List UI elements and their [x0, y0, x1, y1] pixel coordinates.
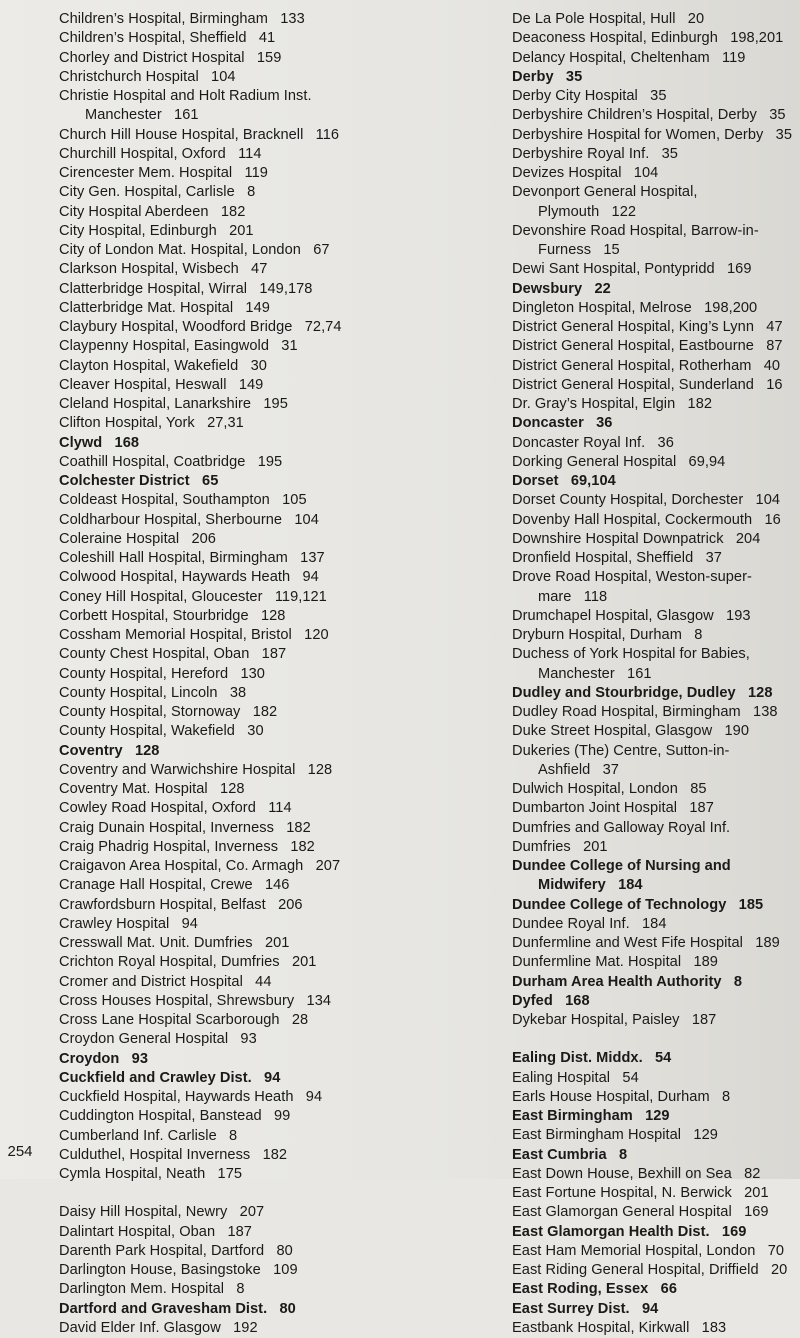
section-gap [512, 1030, 798, 1049]
index-entry: Cowley Road Hospital, Oxford 114 [59, 800, 292, 817]
index-entry: Dorking General Hospital 69,94 [512, 453, 726, 470]
index-entry: Cuckfield Hospital, Haywards Heath 94 [59, 1089, 323, 1105]
index-entry: City Gen. Hospital, Carlisle 8 [59, 184, 256, 201]
index-entry: District General Hospital, Eastbourne 87 [512, 338, 783, 355]
index-heading: East Roding, Essex 66 [512, 1281, 677, 1298]
index-entry: Children’s Hospital, Sheffield 41 [59, 30, 276, 47]
index-entry: Christie Hospital and Holt Radium Inst. [59, 88, 312, 104]
index-heading: Durham Area Health Authority 8 [512, 973, 743, 990]
index-entry: Coathill Hospital, Coatbridge 195 [59, 453, 283, 470]
index-entry: Clarkson Hospital, Wisbech 47 [59, 261, 268, 278]
index-entry: Christchurch Hospital 104 [59, 68, 236, 85]
index-entry: Clayton Hospital, Wakefield 30 [59, 357, 267, 374]
index-entry: Drove Road Hospital, Weston-super- [512, 569, 752, 586]
index-entry: Dronfield Hospital, Sheffield 37 [512, 550, 722, 566]
index-entry: Coney Hill Hospital, Gloucester 119,121 [59, 588, 327, 605]
index-heading: Dewsbury 22 [512, 280, 611, 297]
index-entry: Cranage Hall Hospital, Crewe 146 [59, 877, 290, 894]
index-entry: Manchester 161 [85, 107, 199, 124]
index-heading: Derby 35 [512, 68, 583, 85]
index-entry: County Hospital, Lincoln 38 [59, 684, 247, 701]
index-entry: Coldeast Hospital, Southampton 105 [59, 492, 307, 509]
index-entry: Cumberland Inf. Carlisle 8 [59, 1127, 238, 1144]
index-entry: Craig Phadrig Hospital, Inverness 182 [59, 838, 315, 855]
index-heading: Dyfed 168 [512, 992, 590, 1009]
index-entry: Cromer and District Hospital 44 [59, 973, 272, 990]
index-entry: Clifton Hospital, York 27,31 [59, 415, 244, 432]
index-entry: Eastbank Hospital, Kirkwall 183 [512, 1319, 727, 1336]
index-entry: Earls House Hospital, Durham 8 [512, 1088, 731, 1105]
index-entry: Croydon General Hospital 93 [59, 1031, 257, 1048]
index-entry: Claypenny Hospital, Easingwold 31 [59, 338, 298, 355]
index-entry: Dalintart Hospital, Oban 187 [59, 1223, 252, 1240]
index-entry: Drumchapel Hospital, Glasgow 193 [512, 607, 751, 624]
index-entry: Delancy Hospital, Cheltenham 119 [512, 49, 746, 66]
index-entry: Coldharbour Hospital, Sherbourne 104 [59, 511, 319, 528]
index-heading: Cuckfield and Crawley Dist. 94 [59, 1069, 281, 1086]
index-entry: Cross Lane Hospital Scarborough 28 [59, 1012, 309, 1028]
index-entry: Duchess of York Hospital for Babies, [512, 646, 750, 663]
index-entry: De La Pole Hospital, Hull 20 [512, 11, 705, 27]
index-entry: Dukeries (The) Centre, Sutton-in- [512, 742, 730, 759]
index-entry: East Ham Memorial Hospital, London 70 [512, 1242, 785, 1259]
index-heading: Dundee College of Nursing and [512, 858, 731, 874]
index-entry: Plymouth 122 [538, 203, 637, 220]
index-entry: Cirencester Mem. Hospital 119 [59, 165, 268, 181]
index-entry: Dumfries 201 [512, 838, 608, 855]
index-entry: Dumbarton Joint Hospital 187 [512, 800, 714, 817]
index-entry: Crawley Hospital 94 [59, 915, 198, 932]
index-entry: Children’s Hospital, Birmingham 133 [59, 11, 305, 27]
index-entry: City Hospital, Edinburgh 201 [59, 222, 254, 239]
index-entry: District General Hospital, Rotherham 40 [512, 357, 781, 374]
index-entry: Derbyshire Hospital for Women, Derby 35 [512, 126, 792, 143]
index-entry: Ealing Hospital 54 [512, 1069, 639, 1086]
index-entry: Doncaster Royal Inf. 36 [512, 434, 674, 451]
index-entry: Furness 15 [538, 242, 620, 258]
index-entry: Ashfield 37 [538, 761, 619, 778]
index-entry: Crichton Royal Hospital, Dumfries 201 [59, 954, 317, 971]
index-entry: East Glamorgan General Hospital 169 [512, 1204, 769, 1221]
index-heading: Colchester District 65 [59, 473, 219, 489]
index-heading: Dudley and Stourbridge, Dudley 128 [512, 684, 773, 701]
index-entry: Manchester 161 [538, 665, 652, 682]
index-entry: Dundee Royal Inf. 184 [512, 915, 667, 932]
index-entry: Dunfermline and West Fife Hospital 189 [512, 935, 780, 951]
index-entry: Devonshire Road Hospital, Barrow-in- [512, 222, 759, 239]
index-entry: Cleaver Hospital, Heswall 149 [59, 376, 264, 393]
index-heading: East Birmingham 129 [512, 1108, 670, 1124]
index-entry: Dr. Gray’s Hospital, Elgin 182 [512, 396, 713, 412]
index-heading: Dundee College of Technology 185 [512, 896, 764, 913]
index-entry: Dovenby Hall Hospital, Cockermouth 16 [512, 511, 781, 528]
index-entry: mare 118 [538, 588, 608, 605]
index-entry: Derby City Hospital 35 [512, 88, 667, 104]
index-entry: Chorley and District Hospital 159 [59, 49, 282, 66]
index-entry: Claybury Hospital, Woodford Bridge 72,74 [59, 319, 342, 335]
index-entry: Coventry Mat. Hospital 128 [59, 781, 245, 797]
index-heading: Dorset 69,104 [512, 473, 616, 489]
index-entry: Darlington Mem. Hospital 8 [59, 1281, 245, 1298]
index-heading: Ealing Dist. Middx. 54 [512, 1050, 672, 1067]
index-heading: East Surrey Dist. 94 [512, 1300, 659, 1317]
index-entry: Coventry and Warwichshire Hospital 128 [59, 761, 333, 778]
index-entry: Downshire Hospital Downpatrick 204 [512, 530, 761, 547]
index-entry: Daisy Hill Hospital, Newry 207 [59, 1204, 265, 1221]
index-entry: Corbett Hospital, Stourbridge 128 [59, 607, 286, 624]
index-entry: Coleraine Hospital 206 [59, 530, 216, 547]
index-entry: Dewi Sant Hospital, Pontypridd 169 [512, 261, 752, 278]
section-gap [59, 1184, 499, 1203]
index-entry: Dudley Road Hospital, Birmingham 138 [512, 704, 778, 720]
index-heading: East Cumbria 8 [512, 1146, 628, 1163]
index-entry: East Fortune Hospital, N. Berwick 201 [512, 1185, 769, 1201]
index-entry: Devizes Hospital 104 [512, 165, 659, 181]
index-heading: Doncaster 36 [512, 415, 613, 432]
index-entry: Cresswall Mat. Unit. Dumfries 201 [59, 935, 290, 951]
index-entry: County Hospital, Hereford 130 [59, 665, 265, 682]
index-entry: Devonport General Hospital, [512, 184, 698, 201]
index-entry: Cymla Hospital, Neath 175 [59, 1166, 243, 1182]
index-entry: Church Hill House Hospital, Bracknell 116 [59, 126, 340, 143]
index-entry: Crawfordsburn Hospital, Belfast 206 [59, 896, 303, 913]
index-entry: Cleland Hospital, Lanarkshire 195 [59, 396, 288, 412]
index-entry: Cuddington Hospital, Banstead 99 [59, 1108, 291, 1125]
index-column-left [59, 10, 499, 1338]
index-entry: Dorset County Hospital, Dorchester 104 [512, 492, 781, 509]
index-entry: Clatterbridge Mat. Hospital 149 [59, 299, 270, 316]
index-entry: David Elder Inf. Glasgow 192 [59, 1319, 258, 1336]
index-heading: Croydon 93 [59, 1050, 148, 1067]
index-entry: Craigavon Area Hospital, Co. Armagh 207 [59, 858, 341, 874]
index-entry: Derbyshire Children’s Hospital, Derby 35 [512, 107, 786, 124]
index-entry: District General Hospital, King’s Lynn 47 [512, 319, 783, 335]
index-entry: Clatterbridge Hospital, Wirral 149,178 [59, 280, 313, 297]
index-entry: East Riding General Hospital, Driffield 20 [512, 1262, 788, 1278]
index-heading: East Glamorgan Health Dist. 169 [512, 1223, 747, 1240]
index-entry: Dumfries and Galloway Royal Inf. [512, 819, 731, 836]
index-entry: County Hospital, Stornoway 182 [59, 704, 278, 720]
index-heading: Coventry 128 [59, 742, 160, 759]
index-entry: Dunfermline Mat. Hospital 189 [512, 954, 718, 971]
index-entry: City Hospital Aberdeen 182 [59, 203, 246, 220]
index-entry: Cossham Memorial Hospital, Bristol 120 [59, 627, 329, 643]
index-entry: District General Hospital, Sunderland 16 [512, 376, 783, 393]
index-entry: East Birmingham Hospital 129 [512, 1127, 718, 1144]
index-entry: County Hospital, Wakefield 30 [59, 723, 264, 740]
index-entry: Deaconess Hospital, Edinburgh 198,201 [512, 30, 784, 47]
index-column-right [512, 10, 798, 1338]
index-entry: Darenth Park Hospital, Dartford 80 [59, 1242, 293, 1259]
index-entry: Duke Street Hospital, Glasgow 190 [512, 723, 749, 740]
index-entry: Darlington House, Basingstoke 109 [59, 1262, 298, 1278]
index-entry: Dulwich Hospital, London 85 [512, 781, 707, 797]
index-entry: Dryburn Hospital, Durham 8 [512, 627, 703, 643]
index-heading: Midwifery 184 [538, 877, 643, 894]
index-entry: Dingleton Hospital, Melrose 198,200 [512, 299, 758, 316]
index-entry: Colwood Hospital, Haywards Heath 94 [59, 569, 319, 586]
index-entry: Dykebar Hospital, Paisley 187 [512, 1012, 717, 1028]
index-heading: Clywd 168 [59, 434, 140, 451]
index-entry: City of London Mat. Hospital, London 67 [59, 242, 330, 258]
index-entry: Derbyshire Royal Inf. 35 [512, 145, 678, 162]
index-entry: East Down House, Bexhill on Sea 82 [512, 1165, 761, 1182]
index-entry: County Chest Hospital, Oban 187 [59, 646, 287, 663]
index-entry: Cross Houses Hospital, Shrewsbury 134 [59, 992, 332, 1009]
index-entry: Churchill Hospital, Oxford 114 [59, 145, 262, 162]
index-entry: Craig Dunain Hospital, Inverness 182 [59, 819, 311, 836]
index-heading: Dartford and Gravesham Dist. 80 [59, 1300, 296, 1317]
index-entry: Culduthel, Hospital Inverness 182 [59, 1146, 288, 1163]
index-entry: Coleshill Hall Hospital, Birmingham 137 [59, 550, 325, 566]
page-number: 254 [7, 1143, 33, 1160]
